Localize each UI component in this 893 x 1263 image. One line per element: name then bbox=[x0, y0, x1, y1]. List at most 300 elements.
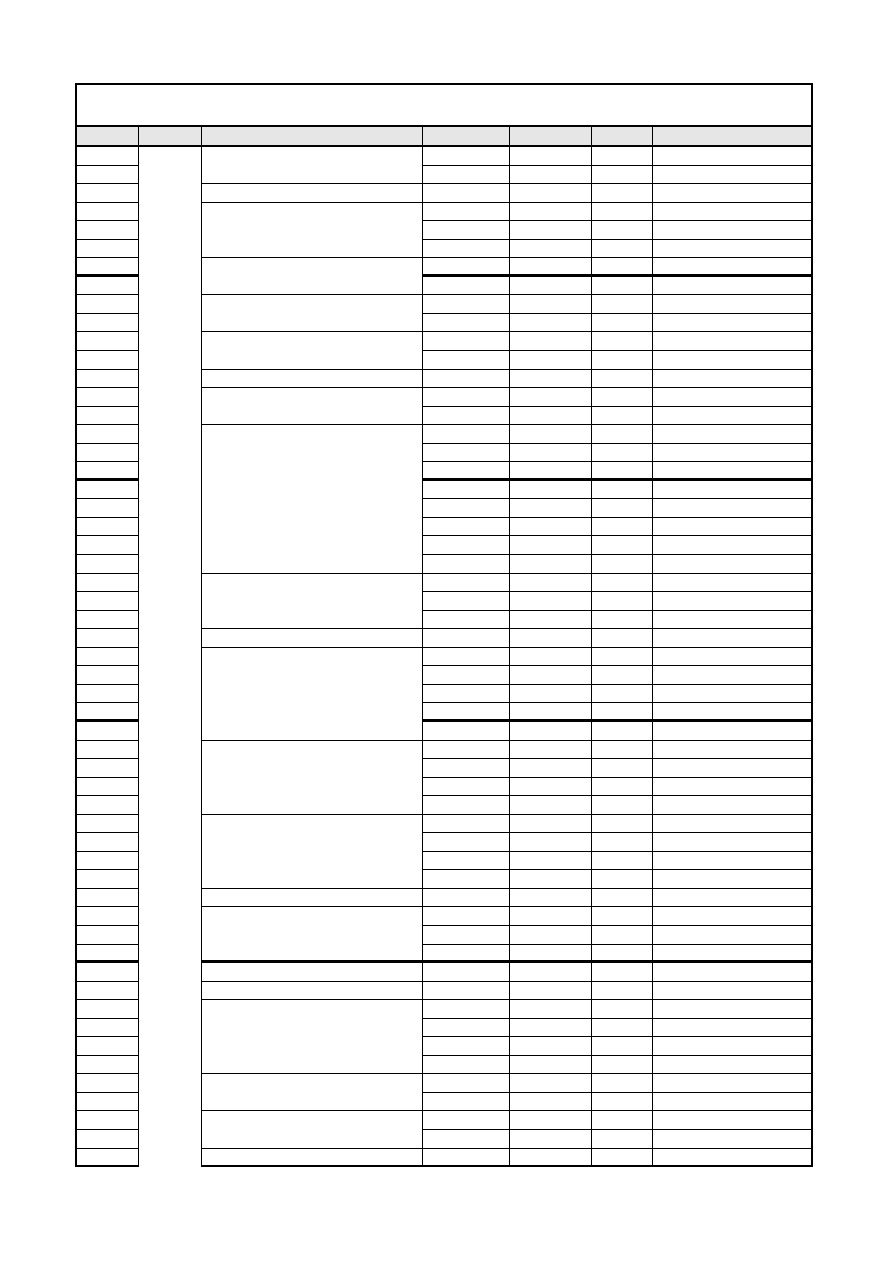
body-cell bbox=[77, 592, 139, 611]
body-cell bbox=[423, 796, 510, 815]
body-cell bbox=[510, 982, 592, 1001]
body-cell bbox=[510, 963, 592, 982]
body-cell bbox=[423, 370, 510, 389]
body-cell bbox=[510, 1149, 592, 1168]
body-cell bbox=[592, 407, 653, 426]
col3-merged-cell bbox=[202, 425, 423, 573]
body-cell bbox=[653, 685, 811, 704]
col3-merged-cell bbox=[202, 889, 423, 908]
body-cell bbox=[510, 852, 592, 871]
body-cell bbox=[77, 574, 139, 593]
body-cell bbox=[77, 1000, 139, 1019]
body-cell bbox=[653, 592, 811, 611]
body-cell bbox=[423, 184, 510, 203]
body-cell bbox=[653, 332, 811, 351]
col3-merged-cell bbox=[202, 907, 423, 963]
body-cell bbox=[423, 759, 510, 778]
body-cell bbox=[77, 332, 139, 351]
col3-merged-cell bbox=[202, 184, 423, 203]
body-cell bbox=[510, 555, 592, 574]
body-cell bbox=[592, 1130, 653, 1149]
body-cell bbox=[77, 184, 139, 203]
body-cell bbox=[423, 1037, 510, 1056]
body-cell bbox=[77, 982, 139, 1001]
body-cell bbox=[77, 685, 139, 704]
body-cell bbox=[77, 221, 139, 240]
body-cell bbox=[592, 963, 653, 982]
body-cell bbox=[592, 1000, 653, 1019]
body-cell bbox=[77, 499, 139, 518]
header-cell bbox=[653, 127, 811, 147]
body-cell bbox=[510, 1074, 592, 1093]
body-cell bbox=[423, 852, 510, 871]
body-cell bbox=[423, 221, 510, 240]
body-cell bbox=[510, 722, 592, 741]
body-cell bbox=[423, 555, 510, 574]
body-cell bbox=[510, 258, 592, 277]
body-cell bbox=[77, 1093, 139, 1112]
body-cell bbox=[423, 1019, 510, 1038]
body-cell bbox=[77, 555, 139, 574]
body-cell bbox=[423, 982, 510, 1001]
col3-merged-cell bbox=[202, 1074, 423, 1111]
body-cell bbox=[653, 314, 811, 333]
body-cell bbox=[77, 741, 139, 760]
body-cell bbox=[423, 166, 510, 185]
body-cell bbox=[592, 815, 653, 834]
col2-merged-cell bbox=[139, 147, 202, 1167]
body-cell bbox=[510, 815, 592, 834]
body-cell bbox=[592, 759, 653, 778]
header-cell bbox=[77, 127, 139, 147]
body-cell bbox=[77, 778, 139, 797]
body-cell bbox=[77, 351, 139, 370]
col3-merged-cell bbox=[202, 648, 423, 741]
body-cell bbox=[653, 870, 811, 889]
body-cell bbox=[653, 499, 811, 518]
body-cell bbox=[510, 295, 592, 314]
col3-merged-cell bbox=[202, 147, 423, 184]
body-cell bbox=[653, 536, 811, 555]
body-cell bbox=[423, 907, 510, 926]
body-cell bbox=[592, 611, 653, 630]
body-cell bbox=[653, 407, 811, 426]
body-cell bbox=[653, 462, 811, 481]
body-cell bbox=[653, 1111, 811, 1130]
body-cell bbox=[510, 759, 592, 778]
body-cell bbox=[653, 796, 811, 815]
body-cell bbox=[653, 815, 811, 834]
body-cell bbox=[510, 314, 592, 333]
body-cell bbox=[77, 1037, 139, 1056]
body-cell bbox=[592, 1037, 653, 1056]
col3-merged-cell bbox=[202, 203, 423, 259]
body-cell bbox=[592, 240, 653, 259]
body-cell bbox=[77, 926, 139, 945]
body-cell bbox=[592, 536, 653, 555]
body-cell bbox=[510, 147, 592, 166]
body-cell bbox=[423, 629, 510, 648]
body-cell bbox=[423, 870, 510, 889]
body-cell bbox=[592, 722, 653, 741]
body-cell bbox=[510, 870, 592, 889]
header-cell bbox=[202, 127, 423, 147]
body-cell bbox=[653, 370, 811, 389]
body-cell bbox=[653, 1019, 811, 1038]
body-cell bbox=[653, 1037, 811, 1056]
body-cell bbox=[510, 1000, 592, 1019]
body-cell bbox=[77, 1074, 139, 1093]
body-cell bbox=[423, 481, 510, 500]
body-cell bbox=[423, 666, 510, 685]
body-cell bbox=[423, 332, 510, 351]
body-cell bbox=[510, 833, 592, 852]
body-cell bbox=[510, 907, 592, 926]
body-cell bbox=[423, 518, 510, 537]
body-cell bbox=[592, 703, 653, 722]
body-cell bbox=[653, 147, 811, 166]
body-cell bbox=[592, 425, 653, 444]
body-cell bbox=[423, 258, 510, 277]
body-cell bbox=[77, 370, 139, 389]
body-cell bbox=[77, 611, 139, 630]
body-cell bbox=[510, 741, 592, 760]
body-cell bbox=[423, 685, 510, 704]
body-cell bbox=[423, 499, 510, 518]
body-cell bbox=[592, 203, 653, 222]
body-cell bbox=[592, 926, 653, 945]
body-cell bbox=[77, 147, 139, 166]
body-cell bbox=[423, 1130, 510, 1149]
body-cell bbox=[423, 592, 510, 611]
body-cell bbox=[592, 648, 653, 667]
body-cell bbox=[653, 277, 811, 296]
body-cell bbox=[510, 1037, 592, 1056]
body-cell bbox=[77, 648, 139, 667]
body-cell bbox=[653, 982, 811, 1001]
body-cell bbox=[423, 314, 510, 333]
body-cell bbox=[423, 1056, 510, 1075]
body-cell bbox=[77, 907, 139, 926]
body-cell bbox=[653, 778, 811, 797]
body-cell bbox=[423, 444, 510, 463]
body-cell bbox=[592, 907, 653, 926]
col3-merged-cell bbox=[202, 629, 423, 648]
header-cell bbox=[592, 127, 653, 147]
body-cell bbox=[510, 611, 592, 630]
body-cell bbox=[592, 889, 653, 908]
body-cell bbox=[653, 444, 811, 463]
body-cell bbox=[653, 166, 811, 185]
body-cell bbox=[592, 1093, 653, 1112]
body-cell bbox=[423, 203, 510, 222]
body-cell bbox=[423, 147, 510, 166]
body-cell bbox=[77, 425, 139, 444]
body-cell bbox=[77, 963, 139, 982]
body-cell bbox=[510, 388, 592, 407]
body-cell bbox=[423, 722, 510, 741]
body-cell bbox=[592, 685, 653, 704]
body-cell bbox=[592, 870, 653, 889]
body-cell bbox=[77, 796, 139, 815]
body-cell bbox=[423, 778, 510, 797]
body-cell bbox=[592, 778, 653, 797]
body-cell bbox=[77, 166, 139, 185]
body-cell bbox=[510, 629, 592, 648]
body-cell bbox=[423, 703, 510, 722]
body-cell bbox=[510, 1056, 592, 1075]
body-cell bbox=[653, 203, 811, 222]
body-cell bbox=[592, 166, 653, 185]
body-cell bbox=[592, 444, 653, 463]
body-cell bbox=[592, 295, 653, 314]
body-cell bbox=[510, 1093, 592, 1112]
body-cell bbox=[77, 444, 139, 463]
body-cell bbox=[77, 666, 139, 685]
body-cell bbox=[77, 852, 139, 871]
body-cell bbox=[653, 574, 811, 593]
body-cell bbox=[423, 574, 510, 593]
body-cell bbox=[510, 926, 592, 945]
body-cell bbox=[592, 518, 653, 537]
body-cell bbox=[510, 407, 592, 426]
body-cell bbox=[592, 1149, 653, 1168]
body-cell bbox=[423, 388, 510, 407]
body-cell bbox=[653, 1130, 811, 1149]
body-cell bbox=[423, 833, 510, 852]
body-cell bbox=[592, 741, 653, 760]
body-cell bbox=[592, 221, 653, 240]
body-cell bbox=[423, 945, 510, 964]
body-cell bbox=[510, 221, 592, 240]
body-cell bbox=[592, 481, 653, 500]
body-cell bbox=[510, 796, 592, 815]
body-cell bbox=[423, 1149, 510, 1168]
col3-merged-cell bbox=[202, 258, 423, 295]
body-cell bbox=[77, 462, 139, 481]
body-cell bbox=[653, 963, 811, 982]
body-cell bbox=[510, 592, 592, 611]
body-cell bbox=[592, 499, 653, 518]
body-cell bbox=[77, 815, 139, 834]
body-cell bbox=[510, 945, 592, 964]
body-cell bbox=[510, 703, 592, 722]
body-cell bbox=[653, 945, 811, 964]
body-cell bbox=[77, 1019, 139, 1038]
body-cell bbox=[77, 518, 139, 537]
body-cell bbox=[77, 388, 139, 407]
body-cell bbox=[653, 722, 811, 741]
body-cell bbox=[77, 629, 139, 648]
body-cell bbox=[653, 425, 811, 444]
body-cell bbox=[423, 963, 510, 982]
body-cell bbox=[592, 388, 653, 407]
body-cell bbox=[510, 536, 592, 555]
body-cell bbox=[77, 536, 139, 555]
body-cell bbox=[510, 648, 592, 667]
body-cell bbox=[653, 1056, 811, 1075]
body-cell bbox=[592, 332, 653, 351]
body-cell bbox=[77, 203, 139, 222]
body-cell bbox=[423, 1093, 510, 1112]
body-cell bbox=[510, 574, 592, 593]
body-cell bbox=[592, 1074, 653, 1093]
body-cell bbox=[592, 258, 653, 277]
body-cell bbox=[653, 926, 811, 945]
empty-table bbox=[75, 83, 813, 1167]
body-cell bbox=[592, 629, 653, 648]
body-cell bbox=[77, 945, 139, 964]
body-cell bbox=[653, 907, 811, 926]
body-cell bbox=[653, 703, 811, 722]
body-cell bbox=[653, 852, 811, 871]
body-cell bbox=[653, 555, 811, 574]
body-cell bbox=[77, 277, 139, 296]
body-cell bbox=[510, 1130, 592, 1149]
body-cell bbox=[592, 574, 653, 593]
body-cell bbox=[653, 889, 811, 908]
body-cell bbox=[423, 536, 510, 555]
body-cell bbox=[510, 444, 592, 463]
body-cell bbox=[510, 370, 592, 389]
body-cell bbox=[510, 277, 592, 296]
body-cell bbox=[77, 703, 139, 722]
header-cell bbox=[423, 127, 510, 147]
body-cell bbox=[77, 1130, 139, 1149]
body-cell bbox=[77, 258, 139, 277]
body-cell bbox=[653, 629, 811, 648]
title-cell bbox=[77, 85, 811, 127]
body-cell bbox=[77, 870, 139, 889]
body-cell bbox=[510, 481, 592, 500]
body-cell bbox=[592, 184, 653, 203]
body-cell bbox=[653, 481, 811, 500]
body-cell bbox=[592, 314, 653, 333]
col3-merged-cell bbox=[202, 963, 423, 982]
body-cell bbox=[653, 1149, 811, 1168]
body-cell bbox=[653, 833, 811, 852]
col3-merged-cell bbox=[202, 815, 423, 889]
body-cell bbox=[510, 889, 592, 908]
body-cell bbox=[423, 462, 510, 481]
col3-merged-cell bbox=[202, 332, 423, 369]
body-cell bbox=[653, 184, 811, 203]
body-cell bbox=[592, 555, 653, 574]
body-cell bbox=[653, 611, 811, 630]
body-cell bbox=[423, 648, 510, 667]
body-cell bbox=[77, 722, 139, 741]
body-cell bbox=[592, 852, 653, 871]
body-cell bbox=[653, 648, 811, 667]
body-cell bbox=[510, 666, 592, 685]
body-cell bbox=[592, 462, 653, 481]
body-cell bbox=[77, 240, 139, 259]
body-cell bbox=[653, 388, 811, 407]
body-cell bbox=[77, 889, 139, 908]
body-cell bbox=[77, 407, 139, 426]
col3-merged-cell bbox=[202, 574, 423, 630]
col3-merged-cell bbox=[202, 1000, 423, 1074]
body-cell bbox=[653, 351, 811, 370]
body-cell bbox=[592, 666, 653, 685]
body-cell bbox=[510, 203, 592, 222]
header-cell bbox=[139, 127, 202, 147]
col3-merged-cell bbox=[202, 1111, 423, 1148]
body-cell bbox=[510, 1111, 592, 1130]
body-cell bbox=[653, 240, 811, 259]
body-cell bbox=[653, 221, 811, 240]
body-cell bbox=[510, 240, 592, 259]
body-cell bbox=[653, 1074, 811, 1093]
body-cell bbox=[77, 295, 139, 314]
body-cell bbox=[510, 425, 592, 444]
body-cell bbox=[77, 1149, 139, 1168]
body-cell bbox=[423, 815, 510, 834]
body-cell bbox=[653, 518, 811, 537]
body-cell bbox=[423, 926, 510, 945]
body-cell bbox=[592, 796, 653, 815]
body-cell bbox=[77, 759, 139, 778]
body-cell bbox=[423, 1000, 510, 1019]
body-cell bbox=[423, 1111, 510, 1130]
body-cell bbox=[423, 240, 510, 259]
body-cell bbox=[510, 685, 592, 704]
body-cell bbox=[653, 1093, 811, 1112]
body-cell bbox=[423, 351, 510, 370]
body-cell bbox=[592, 1019, 653, 1038]
body-cell bbox=[592, 592, 653, 611]
col3-merged-cell bbox=[202, 741, 423, 815]
body-cell bbox=[510, 499, 592, 518]
col3-merged-cell bbox=[202, 295, 423, 332]
col3-merged-cell bbox=[202, 1149, 423, 1168]
header-cell bbox=[510, 127, 592, 147]
col3-merged-cell bbox=[202, 388, 423, 425]
col3-merged-cell bbox=[202, 370, 423, 389]
body-cell bbox=[653, 759, 811, 778]
body-cell bbox=[423, 295, 510, 314]
body-cell bbox=[423, 611, 510, 630]
body-cell bbox=[592, 370, 653, 389]
body-cell bbox=[653, 1000, 811, 1019]
body-cell bbox=[423, 1074, 510, 1093]
body-cell bbox=[653, 741, 811, 760]
body-cell bbox=[423, 407, 510, 426]
body-cell bbox=[653, 258, 811, 277]
body-cell bbox=[77, 833, 139, 852]
body-cell bbox=[592, 147, 653, 166]
body-cell bbox=[592, 277, 653, 296]
body-cell bbox=[510, 166, 592, 185]
body-cell bbox=[510, 462, 592, 481]
body-cell bbox=[592, 945, 653, 964]
body-cell bbox=[653, 666, 811, 685]
body-cell bbox=[510, 332, 592, 351]
body-cell bbox=[77, 314, 139, 333]
body-cell bbox=[423, 277, 510, 296]
body-cell bbox=[510, 351, 592, 370]
body-cell bbox=[510, 518, 592, 537]
body-cell bbox=[77, 1056, 139, 1075]
col3-merged-cell bbox=[202, 982, 423, 1001]
body-cell bbox=[592, 351, 653, 370]
body-cell bbox=[77, 1111, 139, 1130]
body-cell bbox=[592, 833, 653, 852]
body-cell bbox=[592, 982, 653, 1001]
body-cell bbox=[592, 1056, 653, 1075]
body-cell bbox=[510, 184, 592, 203]
body-cell bbox=[77, 481, 139, 500]
